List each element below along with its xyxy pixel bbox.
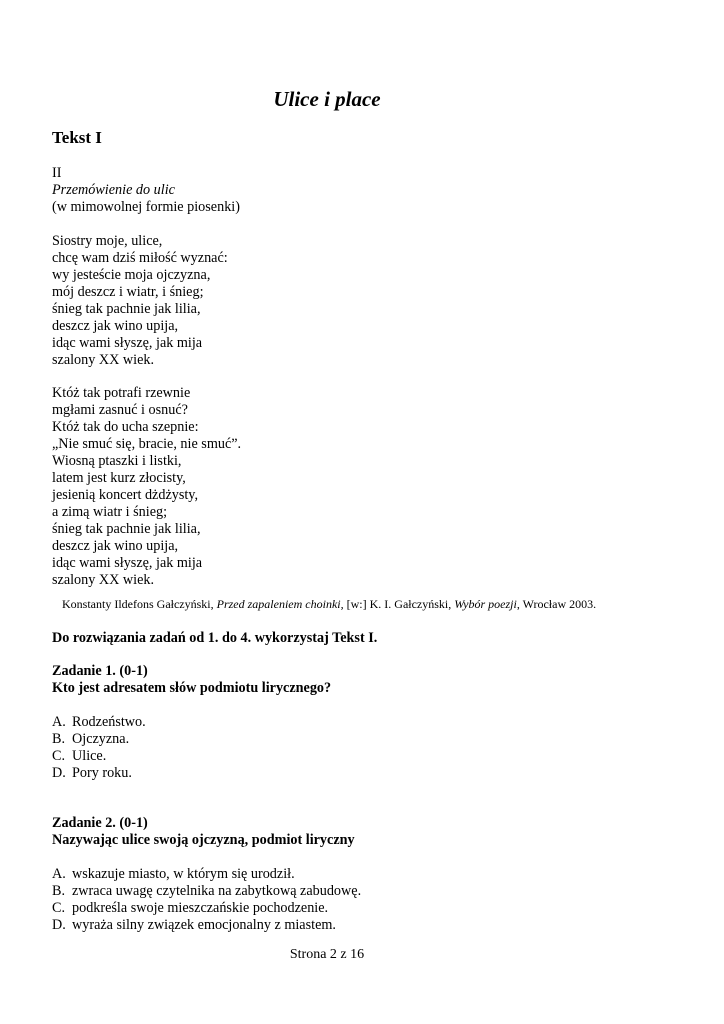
poem-subtitle: Przemówienie do ulic [52,182,175,198]
task-1-option-d[interactable] [52,765,132,782]
poem-line: deszcz jak wino upija, [52,538,179,554]
poem-line: jesienią koncert dżdżysty, [52,487,199,503]
option-text: Ojczyzna. [72,731,130,747]
task-1-option-c[interactable] [52,748,106,765]
poem-line: szalony XX wiek. [52,352,155,368]
source-book: Wybór poezji [454,597,517,611]
task-1-option-a[interactable] [52,714,146,731]
task-2-option-c[interactable] [52,900,328,917]
option-letter: C. [52,900,66,916]
text-heading: Tekst I [52,128,102,147]
task-2-option-d[interactable] [52,917,336,934]
instruction: Do rozwiązania zadań od 1. do 4. wykorzystaj Tekst I. [52,630,378,646]
task-1-label: Zadanie 1. (0-1) [52,663,148,679]
page-title: Ulice i place [273,87,381,111]
poem-line: chcę wam dziś miłość wyznać: [52,250,228,266]
option-letter: A. [52,866,66,882]
poem-line: a zimą wiatr i śnieg; [52,504,168,520]
poem-line: mój deszcz i wiatr, i śnieg; [52,284,204,300]
poem-line: śnieg tak pachnie jak lilia, [52,521,201,537]
source-author: Konstanty Ildefons Gałczyński, [62,597,217,611]
option-text: podkreśla swoje mieszczańskie pochodzenie. [72,900,329,916]
task-2-label: Zadanie 2. (0-1) [52,815,148,831]
poem-number: II [52,165,62,181]
option-letter: C. [52,748,66,764]
task-2-option-b[interactable] [52,883,361,900]
poem-line: Siostry moje, ulice, [52,233,163,249]
option-letter: B. [52,731,66,747]
option-letter: A. [52,714,66,730]
poem-line: „Nie smuć się, bracie, nie smuć”. [52,436,242,452]
option-text: zwraca uwagę czytelnika na zabytkową zabudowę. [72,883,362,899]
poem-note: (w mimowolnej formie piosenki) [52,199,240,215]
option-letter: D. [52,917,66,933]
poem-line: mgłami zasnuć i osnuć? [52,402,188,418]
poem-line: deszcz jak wino upija, [52,318,179,334]
task-1-option-b[interactable] [52,731,129,748]
poem-line: latem jest kurz złocisty, [52,470,186,486]
option-text: wyraża silny związek emocjonalny z miastem. [72,917,336,933]
option-text: Rodzeństwo. [72,714,146,730]
option-letter: B. [52,883,66,899]
option-letter: D. [52,765,66,781]
task-1-question: Kto jest adresatem słów podmiotu lirycznego? [52,680,332,696]
source-citation [62,597,596,612]
option-text: wskazuje miasto, w którym się urodził. [72,866,295,882]
option-text: Pory roku. [72,765,132,781]
poem-line: Wiosną ptaszki i listki, [52,453,182,469]
poem-line: szalony XX wiek. [52,572,155,588]
poem-line: idąc wami słyszę, jak mija [52,555,203,571]
source-end: , Wrocław 2003. [516,597,597,611]
poem-line: Któż tak potrafi rzewnie [52,385,191,401]
source-mid: [w:] K. I. Gałczyński, [343,597,455,611]
page-number: Strona 2 z 16 [289,947,365,962]
poem-line: idąc wami słyszę, jak mija [52,335,203,351]
poem-line: wy jesteście moja ojczyzna, [52,267,211,283]
task-2-option-a[interactable] [52,866,295,883]
option-text: Ulice. [72,748,107,764]
poem-line: śnieg tak pachnie jak lilia, [52,301,201,317]
poem-line: Któż tak do ucha szepnie: [52,419,199,435]
task-2-question: Nazywając ulice swoją ojczyzną, podmiot liryczny [52,832,355,848]
source-work: Przed zapaleniem choinki, [216,597,344,611]
